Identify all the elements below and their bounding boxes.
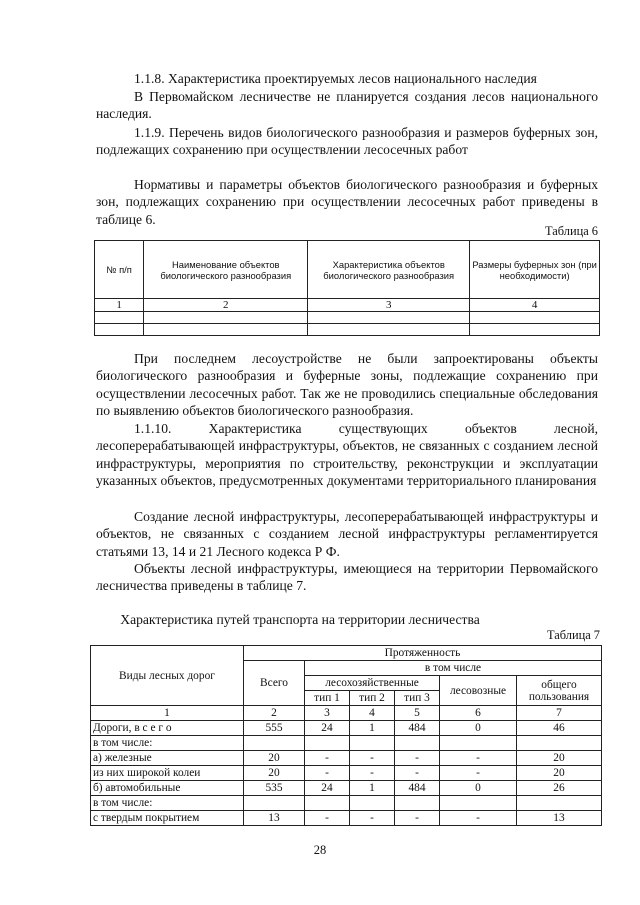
table-7-cell (244, 736, 305, 751)
table-7-cell: 20 (517, 751, 602, 766)
table-row (91, 796, 602, 811)
table-7-cell: - (305, 766, 350, 781)
table-7-cell: 24 (305, 721, 350, 736)
page-number: 28 (313, 843, 327, 857)
table-7-header-length: Протяженность (244, 646, 602, 661)
paragraph-no-biodiversity-objects: При последнем лесоустройстве не были запроектированы объекты биологического разнообразия и буферные зоны, подлежащие сохранению при осуществлении лесосечных работ. Так же не проводились специальные обследования по выявлению объектов биологического разнообразия. (96, 351, 598, 419)
table-7-header-type-1: тип 1 (305, 691, 350, 706)
table-7-cell: - (395, 751, 440, 766)
table-6-header: Наименование объектов биологического разнообразия (144, 241, 308, 299)
table-7-cell: - (440, 766, 517, 781)
table-7-cell: а) железные (91, 751, 244, 766)
table-7-cell: 20 (244, 766, 305, 781)
table-row (91, 766, 602, 781)
table-7-cell (305, 796, 350, 811)
table-7-cell: 535 (244, 781, 305, 796)
table-7-column-number: 7 (517, 706, 602, 721)
table-7-column-number: 6 (440, 706, 517, 721)
table-7-cell: 13 (517, 811, 602, 826)
table-7-cell: - (350, 811, 395, 826)
table-7-cell: 1 (350, 721, 395, 736)
table-7-column-number: 3 (305, 706, 350, 721)
table-7-cell: 20 (244, 751, 305, 766)
table-7-cell (305, 736, 350, 751)
table-7-cell: 26 (517, 781, 602, 796)
table-7 (90, 645, 602, 826)
table-7-cell: - (305, 811, 350, 826)
table-7-header-type-3: тип 3 (395, 691, 440, 706)
table-6-empty-cell (95, 324, 144, 336)
table-6-empty-cell (144, 312, 308, 324)
table-6-column-number: 1 (95, 299, 144, 312)
table-7-cell: - (440, 751, 517, 766)
table-7-header-public: общего пользования (517, 676, 602, 706)
table-7-header-types: Виды лесных дорог (91, 646, 244, 706)
table-7-cell: из них широкой колеи (91, 766, 244, 781)
paragraph-table-7-reference: Объекты лесной инфраструктуры, имеющиеся на территории Первомайского лесничества приведены в таблице 7. (96, 561, 598, 594)
table-7-cell (440, 796, 517, 811)
table-7-header-total: Всего (244, 661, 305, 706)
table-7-cell: 484 (395, 721, 440, 736)
table-7-cell: 13 (244, 811, 305, 826)
table-6-caption: Таблица 6 (545, 224, 598, 238)
table-7-cell (517, 796, 602, 811)
table-7-column-number: 5 (395, 706, 440, 721)
table-row (91, 736, 602, 751)
section-1-1-8-heading: 1.1.8. Характеристика проектируемых лесов национального наследия (134, 71, 537, 86)
table-row (91, 811, 602, 826)
table-7-cell: 20 (517, 766, 602, 781)
table-6-empty-cell (308, 324, 470, 336)
table-7-cell: 46 (517, 721, 602, 736)
table-6-column-number: 3 (308, 299, 470, 312)
table-7-cell (350, 736, 395, 751)
table-row (91, 751, 602, 766)
table-6-column-number: 4 (470, 299, 600, 312)
table-7-column-number: 1 (91, 706, 244, 721)
table-6 (94, 240, 600, 336)
table-7-cell (244, 796, 305, 811)
table-7-cell: 484 (395, 781, 440, 796)
table-6-header: № п/п (95, 241, 144, 299)
table-6-empty-cell (470, 312, 600, 324)
section-1-1-9-heading: 1.1.9. Перечень видов биологического разнообразия и размеров буферных зон, подлежащих сохранению при осуществлении лесосечных работ (96, 125, 598, 158)
section-1-1-10-heading: 1.1.10. Характеристика существующих объектов лесной, лесоперерабатывающей инфраструктуры, объектов, не связанных с созданием лесной инфраструктуры, мероприятия по строительству, реконструкции и эксплуатации указанных объектов, предусмотренных документами территориального планирования (96, 421, 598, 489)
table-7-cell: - (440, 811, 517, 826)
table-7-header-type-2: тип 2 (350, 691, 395, 706)
table-7-cell: б) автомобильные (91, 781, 244, 796)
table-6-empty-cell (95, 312, 144, 324)
table-7-column-number: 4 (350, 706, 395, 721)
table-7-header-including: в том числе (305, 661, 602, 676)
paragraph-national-heritage: В Первомайском лесничестве не планируется создания лесов национального наследия. (96, 89, 598, 122)
table-7-cell (395, 736, 440, 751)
table-7-cell (440, 736, 517, 751)
table-7-header-timber: лесовозные (440, 676, 517, 706)
table-7-cell: в том числе: (91, 736, 244, 751)
paragraph-forest-code: Создание лесной инфраструктуры, лесоперерабатывающей инфраструктуры и объектов, не связанных с созданием лесной инфраструктуры регламентируется статьями 13, 14 и 21 Лесного кодекса Р Ф. (96, 509, 598, 559)
table-7-cell: 0 (440, 781, 517, 796)
table-7-caption: Таблица 7 (547, 628, 600, 642)
table-7-cell: в том числе: (91, 796, 244, 811)
table-6-column-number: 2 (144, 299, 308, 312)
table-row (91, 721, 602, 736)
table-7-cell: - (350, 751, 395, 766)
table-6-empty-cell (144, 324, 308, 336)
table-6-header: Размеры буферных зон (при необходимости) (470, 241, 600, 299)
table-7-cell (350, 796, 395, 811)
table-7-cell: Дороги, в с е г о (91, 721, 244, 736)
table-row (91, 781, 602, 796)
table-7-cell: - (395, 811, 440, 826)
table-7-header-forestry: лесохозяйственные (305, 676, 440, 691)
table-6-empty-cell (308, 312, 470, 324)
table-7-cell: - (395, 766, 440, 781)
table-7-cell: 0 (440, 721, 517, 736)
table-7-column-number: 2 (244, 706, 305, 721)
table-7-cell: - (305, 751, 350, 766)
table-7-cell: - (350, 766, 395, 781)
table-7-cell: 1 (350, 781, 395, 796)
table-7-cell (395, 796, 440, 811)
paragraph-biodiversity-norms: Нормативы и параметры объектов биологического разнообразия и буферных зон, подлежащих сохранению при осуществлении лесосечных работ приведены в таблице 6. (96, 177, 598, 227)
table-6-empty-cell (470, 324, 600, 336)
table-7-cell: с твердым покрытием (91, 811, 244, 826)
table-7-title: Характеристика путей транспорта на территории лесничества (120, 612, 480, 627)
table-7-cell: 555 (244, 721, 305, 736)
table-7-cell: 24 (305, 781, 350, 796)
table-7-cell (517, 736, 602, 751)
table-6-header: Характеристика объектов биологического разнообразия (308, 241, 470, 299)
